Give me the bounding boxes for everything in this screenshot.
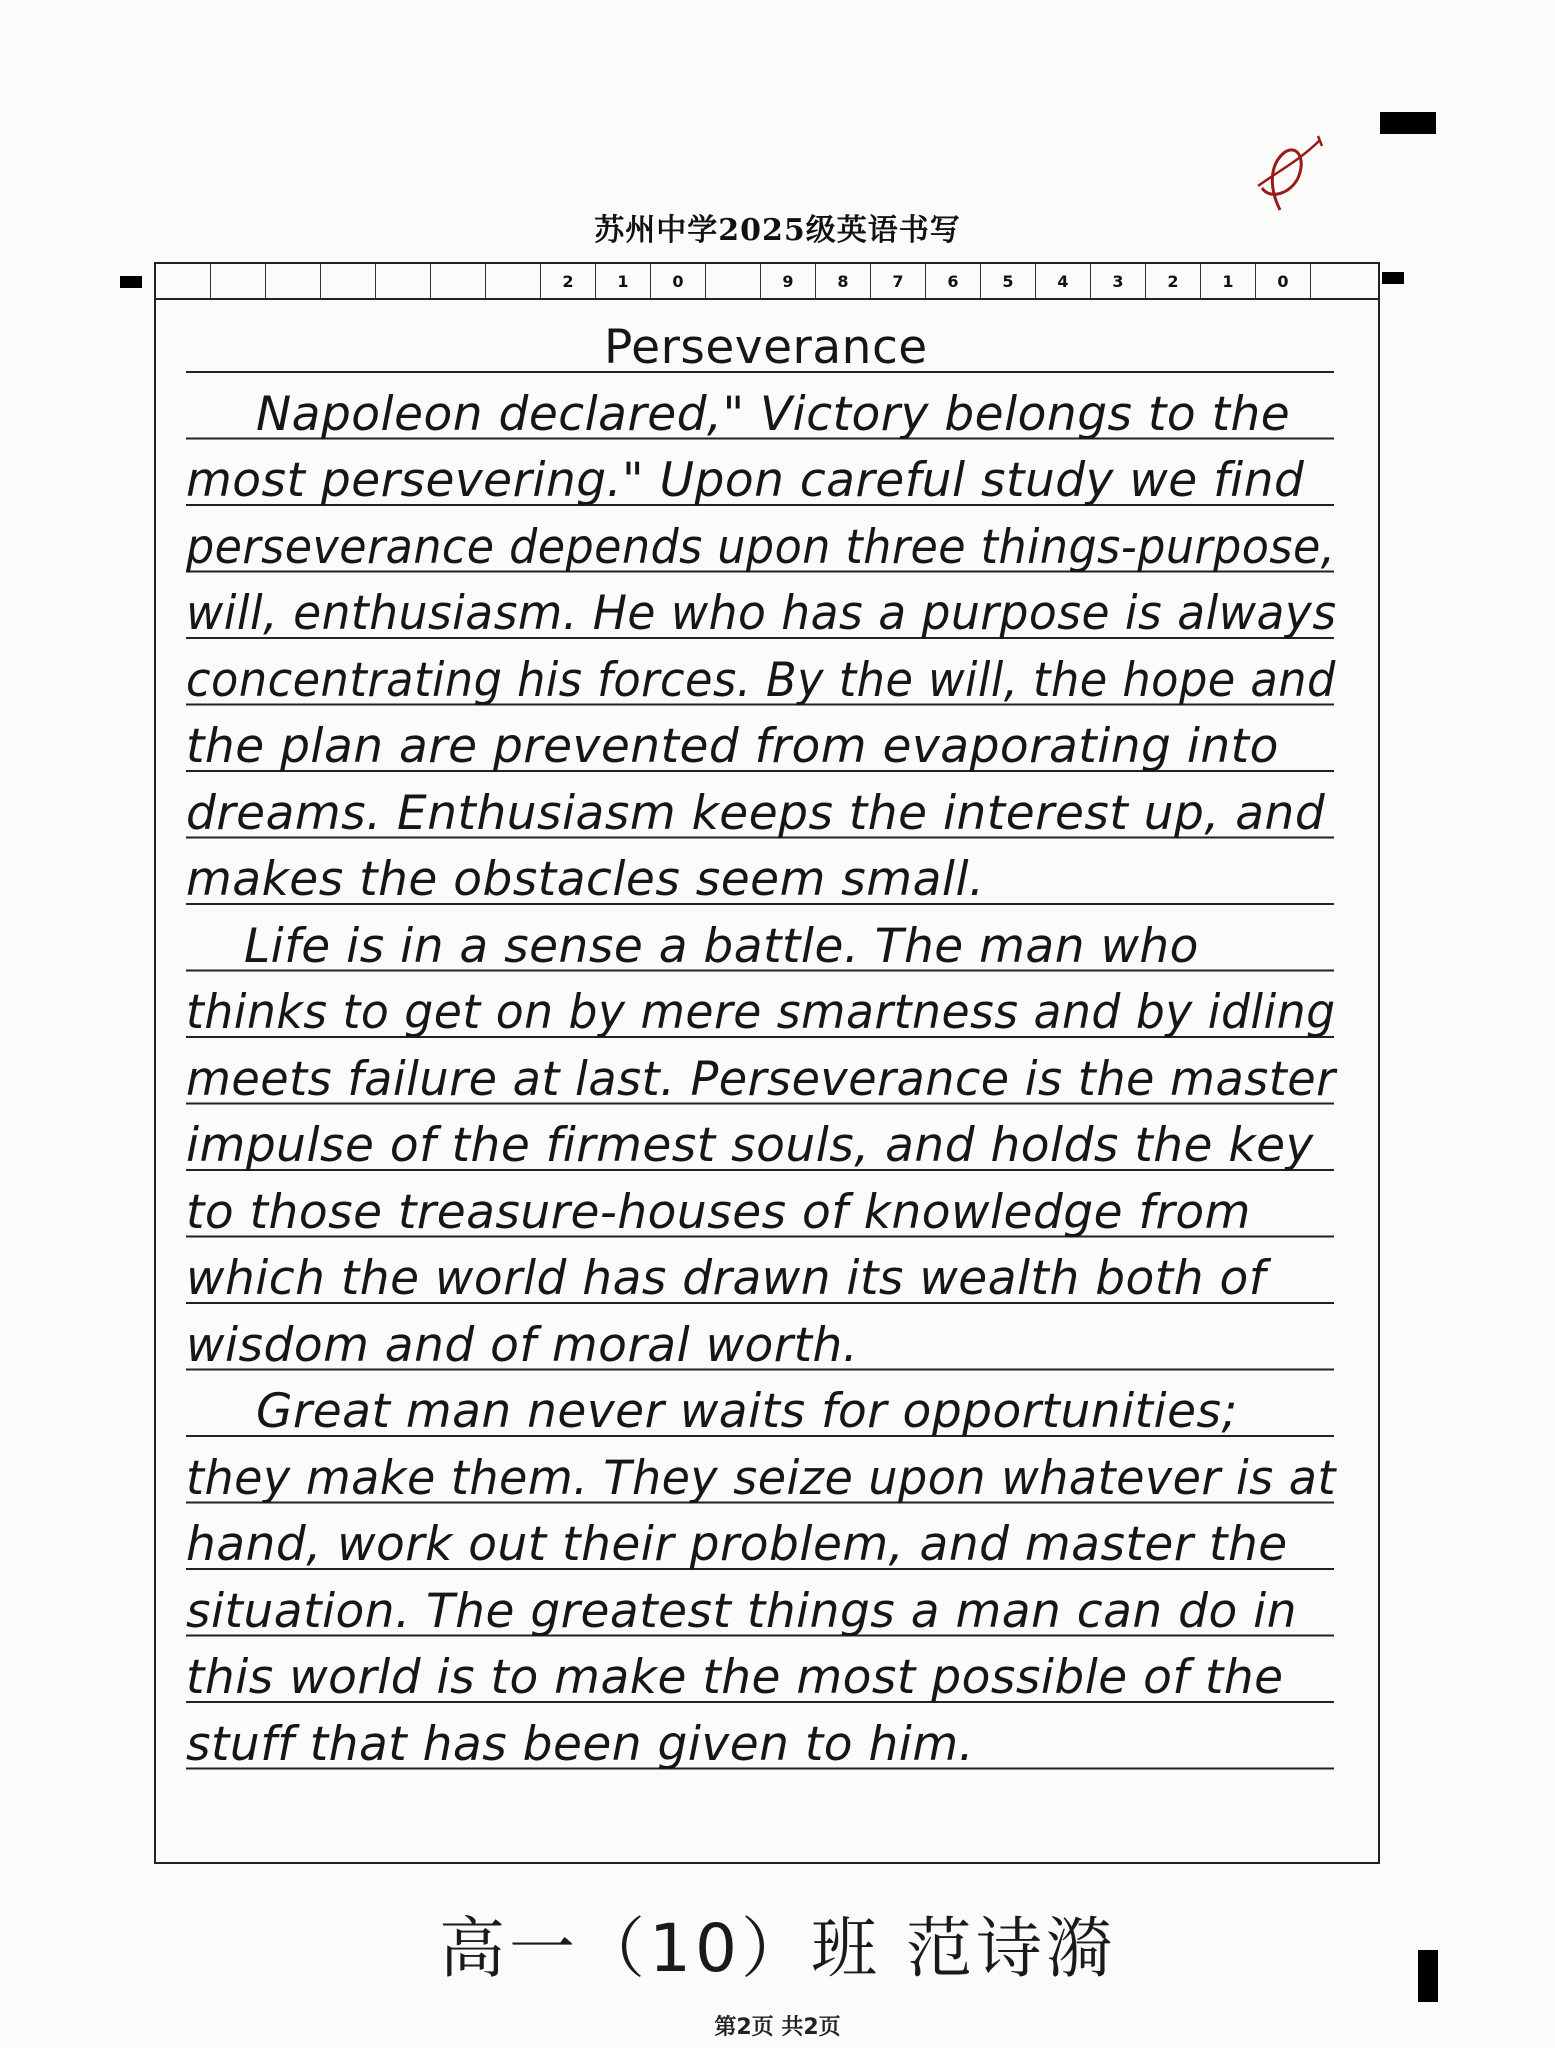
number-strip-cell: 1 [596, 264, 651, 298]
essay-line: stuff that has been given to him. [186, 1716, 975, 1772]
page-number: 第2页 共2页 [714, 2015, 841, 2040]
essay-line: they make them. They seize upon whatever is at [186, 1450, 1337, 1506]
essay-line: Life is in a sense a battle. The man who [244, 918, 1199, 974]
essay-line: impulse of the firmest souls, and holds the key [186, 1118, 1314, 1173]
registration-mark-top-right [1380, 112, 1436, 134]
number-strip-cell: 1 [1201, 264, 1256, 298]
essay-line: will, enthusiasm. He who has a purpose is always [186, 586, 1337, 641]
essay-line: wisdom and of moral worth. [186, 1317, 859, 1373]
registration-mark-right [1382, 272, 1404, 284]
header-title: 苏州中学2025级英语书写 [594, 213, 961, 248]
number-strip-cell: 7 [871, 264, 926, 298]
essay-line: concentrating his forces. By the will, the hope and [186, 652, 1336, 708]
number-strip-cell: 6 [926, 264, 981, 298]
essay-title: Perseverance [604, 320, 928, 375]
number-strip-cell: 4 [1036, 264, 1091, 298]
registration-mark-left [120, 276, 142, 288]
essay-line: which the world has drawn its wealth both of [186, 1251, 1266, 1306]
essay-line: most persevering." Upon careful study we find [186, 453, 1305, 508]
number-strip-cell: 2 [541, 264, 596, 298]
essay-line: thinks to get on by mere smartness and by idling [186, 985, 1336, 1040]
number-strip-cell: 8 [816, 264, 871, 298]
number-strip-cell: 9 [761, 264, 816, 298]
essay-line: Great man never waits for opportunities; [256, 1384, 1238, 1439]
essay-line: makes the obstacles seem small. [186, 852, 985, 907]
essay-line: this world is to make the most possible of the [186, 1650, 1284, 1705]
essay-line: hand, work out their problem, and master the [186, 1517, 1288, 1572]
answer-box [154, 262, 1380, 1864]
score-mark [1240, 130, 1330, 220]
number-strip-cell: 5 [981, 264, 1036, 298]
essay-line: dreams. Enthusiasm keeps the interest up, and [186, 785, 1326, 841]
number-strip-cell: 3 [1091, 264, 1146, 298]
essay-line: to those treasure-houses of knowledge from [186, 1184, 1251, 1240]
student-class-name: 高一（10）班 范诗漪 [439, 1910, 1116, 1987]
number-strip-cell: 0 [651, 264, 706, 298]
number-strip-cell: 0 [1256, 264, 1311, 298]
essay-line: Napoleon declared," Victory belongs to the [256, 386, 1291, 442]
number-strip-cell: 2 [1146, 264, 1201, 298]
essay-line: the plan are prevented from evaporating into [186, 719, 1279, 774]
essay-line: meets failure at last. Perseverance is the master [186, 1051, 1336, 1107]
essay-line: perseverance depends upon three things-purpose, [186, 519, 1336, 575]
essay-line: situation. The greatest things a man can do in [186, 1583, 1298, 1639]
